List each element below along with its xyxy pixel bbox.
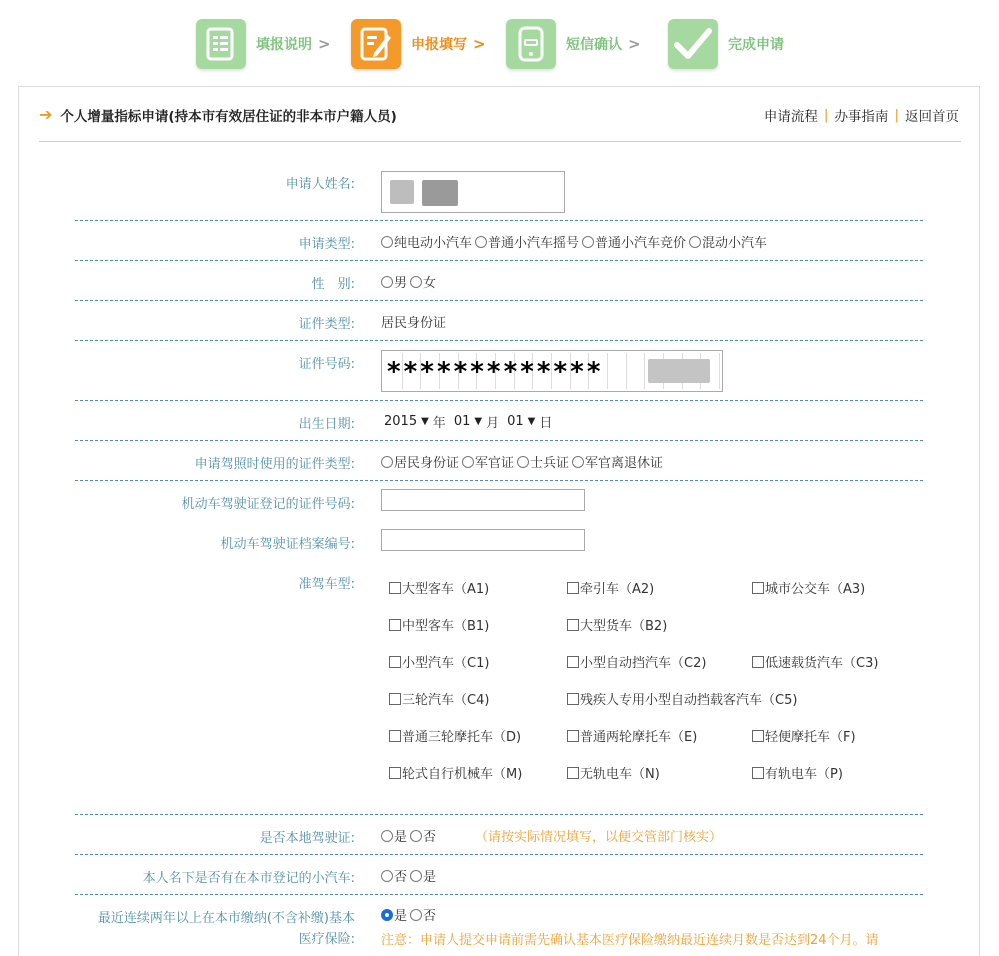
chevron-right-icon: >	[473, 35, 486, 53]
chevron-right-icon: >	[318, 35, 331, 53]
insurance-notice: 注意：申请人提交申请前需先确认基本医疗保险缴纳最近连续月数是否达到24个月。请	[381, 933, 879, 948]
checkbox-a1[interactable]: 大型客车（A1)	[389, 578, 489, 597]
birth-day-select[interactable]: 01 ▼	[507, 414, 536, 429]
id-number-field[interactable]	[381, 350, 723, 392]
step-progress-bar	[0, 16, 999, 72]
local-license-label: 是否本地驾驶证:	[259, 831, 355, 846]
license-file-number-input[interactable]	[381, 529, 585, 551]
checkbox-m[interactable]: 轮式自行机械车（M)	[389, 763, 522, 782]
row-gender	[75, 261, 923, 301]
radio-resident-id[interactable]: 居民身份证	[381, 452, 459, 471]
local-license-group	[381, 826, 722, 845]
edit-form-icon	[351, 19, 401, 69]
step-fill-instructions	[196, 16, 331, 72]
link-application-process[interactable]: 申请流程	[763, 109, 818, 125]
step-label: 完成申请	[728, 37, 784, 53]
license-file-number-label: 机动车驾驶证档案编号:	[220, 537, 355, 552]
chevron-right-icon: >	[628, 35, 641, 53]
vehicle-types-label: 准驾车型:	[298, 577, 355, 592]
chevron-down-icon: ▼	[527, 416, 536, 427]
license-id-type-label: 申请驾照时使用的证件类型:	[194, 457, 355, 472]
step-sms-confirm	[506, 16, 641, 72]
phone-icon	[506, 19, 556, 69]
radio-local-no[interactable]: 否	[410, 826, 436, 845]
local-license-hint: （请按实际情况填写，以便交管部门核实）	[475, 830, 723, 845]
gender-label: 性 别:	[311, 277, 355, 292]
checkbox-b1[interactable]: 中型客车（B1)	[389, 615, 489, 634]
application-type-group	[381, 232, 770, 251]
application-type-label: 申请类型:	[298, 237, 355, 252]
radio-insurance-no[interactable]: 否	[410, 905, 436, 924]
row-birth-date	[75, 401, 923, 441]
row-vehicle-types	[75, 561, 923, 815]
row-application-type	[75, 221, 923, 261]
radio-insurance-yes[interactable]: 是	[381, 905, 407, 924]
step-label: 填报说明	[256, 37, 312, 53]
owns-car-group	[381, 866, 439, 885]
checkmark-icon	[668, 19, 718, 69]
year-unit: 年	[432, 416, 446, 431]
checkbox-c1[interactable]: 小型汽车（C1)	[389, 652, 489, 671]
radio-local-yes[interactable]: 是	[381, 826, 407, 845]
radio-officer-id[interactable]: 军官证	[462, 452, 514, 471]
license-id-number-label: 机动车驾驶证登记的证件号码:	[181, 497, 355, 512]
radio-female[interactable]: 女	[410, 272, 436, 291]
day-unit: 日	[539, 416, 553, 431]
id-number-value: *************	[386, 357, 603, 387]
row-local-license	[75, 815, 923, 855]
step-label: 短信确认	[566, 37, 622, 53]
birth-month-select[interactable]: 01 ▼	[453, 414, 483, 429]
checkbox-a3[interactable]: 城市公交车（A3)	[752, 578, 865, 597]
row-applicant-name	[75, 163, 923, 221]
applicant-name-label: 申请人姓名:	[285, 177, 355, 192]
insurance-label-line2: 医疗保险:	[298, 932, 355, 947]
row-id-number	[75, 341, 923, 401]
header-links: 申请流程 | 办事指南 | 返回首页	[763, 107, 959, 125]
header-divider	[39, 141, 961, 142]
id-number-label: 证件号码:	[298, 357, 355, 372]
gender-group	[381, 272, 439, 291]
checkbox-f[interactable]: 轻便摩托车（F)	[752, 726, 856, 745]
step-fill-form	[351, 16, 486, 72]
checkbox-b2[interactable]: 大型货车（B2)	[567, 615, 667, 634]
link-service-guide[interactable]: 办事指南	[834, 109, 889, 125]
panel-header	[39, 103, 959, 127]
page-title: 个人增量指标申请(持本市有效居住证的非本市户籍人员)	[60, 109, 397, 125]
radio-hybrid[interactable]: 混动小汽车	[689, 232, 767, 251]
checkbox-c5[interactable]: 残疾人专用小型自动挡载客汽车（C5)	[567, 689, 797, 708]
month-unit: 月	[486, 416, 500, 431]
radio-regular-lottery[interactable]: 普通小汽车摇号	[475, 232, 579, 251]
row-license-id-type	[75, 441, 923, 481]
checkbox-n[interactable]: 无轨电车（N)	[567, 763, 660, 782]
step-complete	[668, 16, 784, 72]
radio-male[interactable]: 男	[381, 272, 407, 291]
application-panel	[18, 86, 980, 956]
chevron-down-icon: ▼	[421, 416, 429, 427]
checkbox-c2[interactable]: 小型自动挡汽车（C2)	[567, 652, 706, 671]
license-id-type-group	[381, 452, 666, 471]
id-type-value: 居民身份证	[381, 316, 447, 331]
owns-car-label: 本人名下是否有在本市登记的小汽车:	[142, 871, 355, 886]
radio-pure-electric[interactable]: 纯电动小汽车	[381, 232, 472, 251]
row-owns-car	[75, 855, 923, 895]
document-list-icon	[196, 19, 246, 69]
blurred-text	[422, 180, 458, 206]
insurance-group	[381, 905, 439, 924]
radio-regular-auction[interactable]: 普通小汽车竞价	[582, 232, 686, 251]
license-id-number-input[interactable]	[381, 489, 585, 511]
blurred-text	[390, 180, 414, 204]
row-license-id-number	[75, 481, 923, 521]
applicant-name-field[interactable]	[381, 171, 565, 213]
link-return-home[interactable]: 返回首页	[905, 109, 959, 125]
checkbox-e[interactable]: 普通两轮摩托车（E)	[567, 726, 697, 745]
checkbox-c4[interactable]: 三轮汽车（C4)	[389, 689, 489, 708]
blurred-text	[648, 359, 710, 383]
checkbox-p[interactable]: 有轨电车（P)	[752, 763, 843, 782]
id-type-label: 证件类型:	[298, 317, 355, 332]
insurance-label-line1: 最近连续两年以上在本市缴纳(不含补缴)基本	[97, 911, 355, 926]
step-label: 申报填写	[411, 37, 467, 53]
checkbox-c3[interactable]: 低速载货汽车（C3)	[752, 652, 878, 671]
arrow-right-icon: ➔	[39, 105, 53, 124]
row-id-type	[75, 301, 923, 341]
checkbox-d[interactable]: 普通三轮摩托车（D)	[389, 726, 521, 745]
radio-retired-officer-id[interactable]: 军官离退休证	[572, 452, 663, 471]
birth-date-label: 出生日期:	[298, 417, 355, 432]
radio-soldier-id[interactable]: 士兵证	[517, 452, 569, 471]
checkbox-a2[interactable]: 牵引车（A2)	[567, 578, 654, 597]
radio-owns-car-no[interactable]: 否	[381, 866, 407, 885]
row-medical-insurance	[75, 895, 923, 955]
radio-owns-car-yes[interactable]: 是	[410, 866, 436, 885]
row-license-file-number	[75, 521, 923, 561]
chevron-down-icon: ▼	[474, 416, 483, 427]
birth-year-select[interactable]: 2015 ▼	[384, 414, 429, 429]
